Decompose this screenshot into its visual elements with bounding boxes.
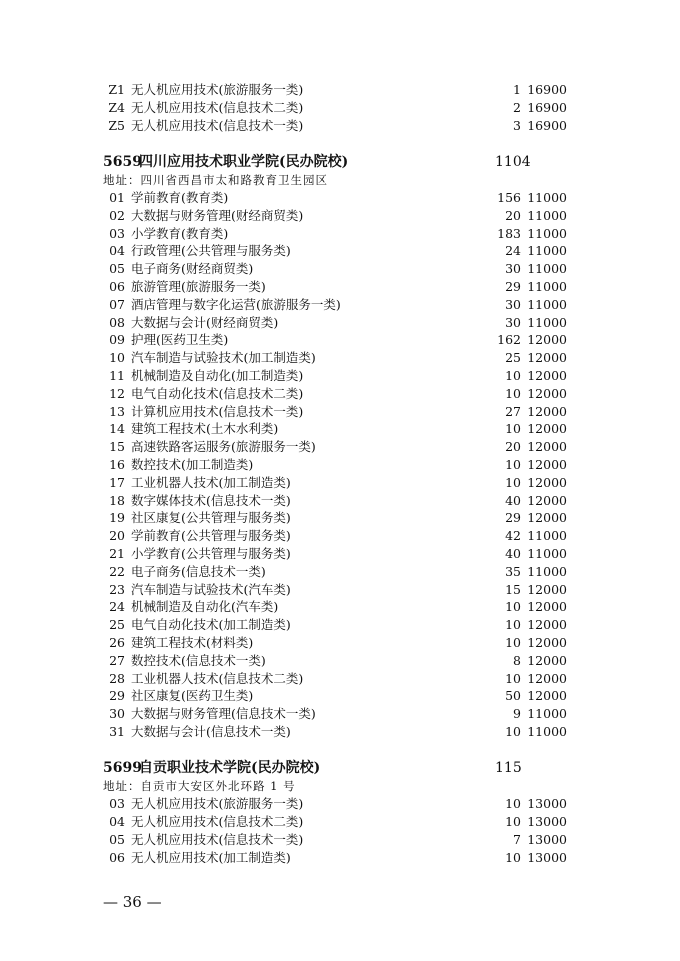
program-count: 9 [513, 706, 521, 722]
program-count: 2 [513, 100, 521, 116]
table-row [107, 795, 567, 813]
program-count: 10 [505, 814, 521, 829]
table-row [107, 207, 567, 225]
program-name: 社区康复(公共管理与服务类) [131, 510, 291, 526]
program-name: 数控技术(加工制造类) [131, 457, 254, 472]
program-count: 27 [505, 403, 521, 419]
program-name: 无人机应用技术(信息技术二类) [131, 814, 304, 829]
table-row [107, 456, 567, 474]
program-fee: 11000 [527, 296, 567, 312]
program-count: 50 [505, 688, 521, 704]
program-name: 社区康复(医药卫生类) [131, 688, 254, 704]
program-name: 机械制造及自动化(加工制造类) [131, 368, 304, 383]
table-row [107, 438, 567, 456]
program-count: 20 [505, 207, 521, 223]
program-name: 小学教育(公共管理与服务类) [131, 546, 291, 561]
table-row [107, 260, 567, 278]
program-name: 护理(医药卫生类) [131, 332, 229, 348]
program-code: 23 [109, 581, 125, 597]
program-count: 10 [505, 670, 521, 686]
program-count: 30 [505, 296, 521, 312]
table-row [107, 367, 567, 385]
program-fee: 12000 [527, 492, 567, 508]
program-count: 10 [505, 599, 521, 615]
program-code: 06 [109, 279, 125, 294]
program-fee: 13000 [527, 814, 567, 829]
program-fee: 12000 [527, 439, 567, 455]
program-fee: 12000 [527, 350, 567, 366]
table-row [107, 242, 567, 260]
program-code: 01 [109, 190, 125, 205]
program-code: 30 [109, 706, 125, 722]
table-row [107, 420, 567, 438]
program-count: 162 [497, 332, 521, 348]
program-code: 29 [109, 688, 125, 704]
program-fee: 12000 [527, 332, 567, 348]
program-fee: 16900 [527, 82, 567, 97]
table-row [107, 527, 567, 545]
program-name: 大数据与会计(财经商贸类) [131, 314, 279, 330]
program-fee: 12000 [527, 617, 567, 633]
program-code: 05 [109, 832, 125, 847]
program-code: 02 [109, 207, 125, 223]
program-code: 15 [109, 439, 125, 455]
program-count: 183 [497, 225, 521, 241]
program-fee: 12000 [527, 403, 567, 419]
program-name: 无人机应用技术(旅游服务一类) [131, 82, 304, 97]
program-fee: 11000 [527, 279, 567, 294]
program-name: 无人机应用技术(旅游服务一类) [131, 796, 304, 811]
program-count: 35 [505, 563, 521, 579]
program-name: 学前教育(公共管理与服务类) [131, 528, 291, 544]
program-name: 无人机应用技术(信息技术二类) [131, 100, 304, 116]
program-fee: 12000 [527, 510, 567, 526]
table-row [107, 99, 567, 117]
school-total: 1104 [495, 154, 531, 170]
program-name: 工业机器人技术(加工制造类) [131, 474, 291, 490]
program-count: 10 [505, 474, 521, 490]
program-name: 工业机器人技术(信息技术二类) [131, 670, 304, 686]
program-code: 20 [109, 528, 125, 544]
program-name: 电子商务(财经商贸类) [131, 261, 254, 277]
program-name: 计算机应用技术(信息技术一类) [131, 403, 304, 419]
school-name: 四川应用技术职业学院(民办院校) [139, 154, 349, 170]
program-fee: 13000 [527, 850, 567, 865]
table-row [107, 652, 567, 670]
program-name: 学前教育(教育类) [131, 190, 229, 205]
program-code: 03 [109, 796, 125, 811]
program-code: 04 [109, 243, 125, 259]
program-count: 42 [505, 528, 521, 544]
table-row [107, 598, 567, 616]
program-count: 3 [513, 118, 521, 134]
program-fee: 16900 [527, 118, 567, 134]
program-name: 电子商务(信息技术一类) [131, 563, 266, 579]
table-row [107, 616, 567, 634]
program-count: 10 [505, 368, 521, 383]
program-fee: 11000 [527, 261, 567, 277]
program-name: 汽车制造与试验技术(加工制造类) [131, 350, 316, 366]
program-fee: 12000 [527, 688, 567, 704]
program-code: 25 [109, 617, 125, 633]
program-code: 14 [109, 421, 125, 437]
program-fee: 11000 [527, 314, 567, 330]
program-name: 数字媒体技术(信息技术一类) [131, 492, 291, 508]
table-row [107, 296, 567, 314]
table-row [107, 581, 567, 599]
program-fee: 12000 [527, 385, 567, 401]
table-row [107, 117, 567, 135]
school-address: 地址：自贡市大安区外北环路 1 号 [103, 779, 296, 793]
program-count: 40 [505, 492, 521, 508]
program-count: 25 [505, 350, 521, 366]
program-count: 29 [505, 279, 521, 294]
program-name: 行政管理(公共管理与服务类) [131, 243, 291, 259]
program-count: 10 [505, 457, 521, 472]
program-fee: 13000 [527, 796, 567, 811]
table-row [107, 670, 567, 688]
program-code: 05 [109, 261, 125, 277]
program-fee: 11000 [527, 706, 567, 722]
program-name: 电气自动化技术(信息技术二类) [131, 385, 304, 401]
program-count: 30 [505, 314, 521, 330]
program-code: 26 [109, 635, 125, 650]
program-count: 15 [505, 581, 521, 597]
table-row [107, 225, 567, 243]
program-fee: 12000 [527, 635, 567, 650]
program-name: 无人机应用技术(加工制造类) [131, 850, 291, 865]
table-row [107, 509, 567, 527]
school-total: 115 [495, 760, 522, 776]
program-count: 10 [505, 617, 521, 633]
program-name: 大数据与会计(信息技术一类) [131, 724, 291, 739]
program-fee: 12000 [527, 599, 567, 615]
table-row [107, 634, 567, 652]
program-name: 大数据与财务管理(信息技术一类) [131, 706, 316, 722]
program-fee: 11000 [527, 724, 567, 739]
table-row [107, 849, 567, 867]
program-code: 17 [109, 474, 125, 490]
program-code: 08 [109, 314, 125, 330]
table-row [107, 314, 567, 332]
program-code: 04 [109, 814, 125, 829]
program-name: 汽车制造与试验技术(汽车类) [131, 581, 291, 597]
program-count: 8 [513, 652, 521, 668]
table-row [107, 563, 567, 581]
program-count: 7 [513, 832, 521, 847]
table-row [107, 492, 567, 510]
program-fee: 11000 [527, 225, 567, 241]
program-code: 21 [109, 546, 125, 561]
program-name: 建筑工程技术(材料类) [131, 635, 254, 650]
table-row [107, 385, 567, 403]
program-code: 13 [109, 403, 125, 419]
table-row [107, 189, 567, 207]
program-count: 20 [505, 439, 521, 455]
program-fee: 12000 [527, 670, 567, 686]
program-count: 1 [513, 82, 521, 97]
program-code: 28 [109, 670, 125, 686]
program-fee: 12000 [527, 652, 567, 668]
table-row [107, 331, 567, 349]
school-name: 自贡职业技术学院(民办院校) [139, 760, 321, 776]
page-number: — 36 — [103, 893, 162, 911]
program-name: 机械制造及自动化(汽车类) [131, 599, 279, 615]
program-count: 156 [497, 190, 521, 205]
program-fee: 12000 [527, 457, 567, 472]
program-count: 30 [505, 261, 521, 277]
program-code: 09 [109, 332, 125, 348]
program-fee: 11000 [527, 190, 567, 205]
table-row [107, 474, 567, 492]
program-name: 大数据与财务管理(财经商贸类) [131, 207, 304, 223]
program-code: 22 [109, 563, 125, 579]
program-count: 10 [505, 796, 521, 811]
table-row [107, 687, 567, 705]
program-code: 06 [109, 850, 125, 865]
program-code: 27 [109, 652, 125, 668]
program-name: 旅游管理(旅游服务一类) [131, 279, 266, 294]
program-fee: 12000 [527, 581, 567, 597]
program-name: 建筑工程技术(土木水利类) [131, 421, 279, 437]
program-fee: 11000 [527, 546, 567, 561]
program-name: 酒店管理与数字化运营(旅游服务一类) [131, 296, 341, 312]
program-code: 31 [109, 724, 125, 739]
program-fee: 16900 [527, 100, 567, 116]
program-fee: 11000 [527, 563, 567, 579]
school-header-5699 [103, 758, 523, 778]
table-row [107, 81, 567, 99]
school-address: 地址：四川省西昌市太和路教育卫生园区 [103, 173, 328, 187]
program-name: 无人机应用技术(信息技术一类) [131, 832, 304, 847]
program-code: 19 [109, 510, 125, 526]
program-code: 16 [109, 457, 125, 472]
program-code: 24 [109, 599, 125, 615]
table-row [107, 831, 567, 849]
school-id: 5659 [103, 154, 142, 170]
program-fee: 12000 [527, 368, 567, 383]
program-count: 10 [505, 724, 521, 739]
table-row [107, 349, 567, 367]
program-count: 40 [505, 546, 521, 561]
program-fee: 11000 [527, 528, 567, 544]
program-code: Z4 [108, 100, 125, 116]
table-row [107, 278, 567, 296]
table-row [107, 403, 567, 421]
program-code: 10 [109, 350, 125, 366]
program-code: 03 [109, 225, 125, 241]
program-fee: 12000 [527, 474, 567, 490]
program-count: 10 [505, 421, 521, 437]
program-code: 11 [109, 368, 125, 383]
program-count: 24 [505, 243, 521, 259]
school-header-5659 [103, 152, 531, 172]
program-name: 电气自动化技术(加工制造类) [131, 617, 291, 633]
program-name: 高速铁路客运服务(旅游服务一类) [131, 439, 316, 455]
school-id: 5699 [103, 760, 142, 776]
program-count: 29 [505, 510, 521, 526]
program-code: Z5 [108, 118, 125, 134]
program-code: 12 [109, 385, 125, 401]
table-row [107, 705, 567, 723]
program-fee: 11000 [527, 243, 567, 259]
program-code: 07 [109, 296, 125, 312]
table-row [107, 545, 567, 563]
program-code: Z1 [108, 82, 125, 97]
program-code: 18 [109, 492, 125, 508]
program-count: 10 [505, 850, 521, 865]
program-fee: 11000 [527, 207, 567, 223]
program-name: 无人机应用技术(信息技术一类) [131, 118, 304, 134]
program-name: 数控技术(信息技术一类) [131, 652, 266, 668]
program-fee: 13000 [527, 832, 567, 847]
program-name: 小学教育(教育类) [131, 225, 229, 241]
program-fee: 12000 [527, 421, 567, 437]
table-row [107, 723, 567, 741]
program-count: 10 [505, 385, 521, 401]
table-row [107, 813, 567, 831]
program-count: 10 [505, 635, 521, 650]
